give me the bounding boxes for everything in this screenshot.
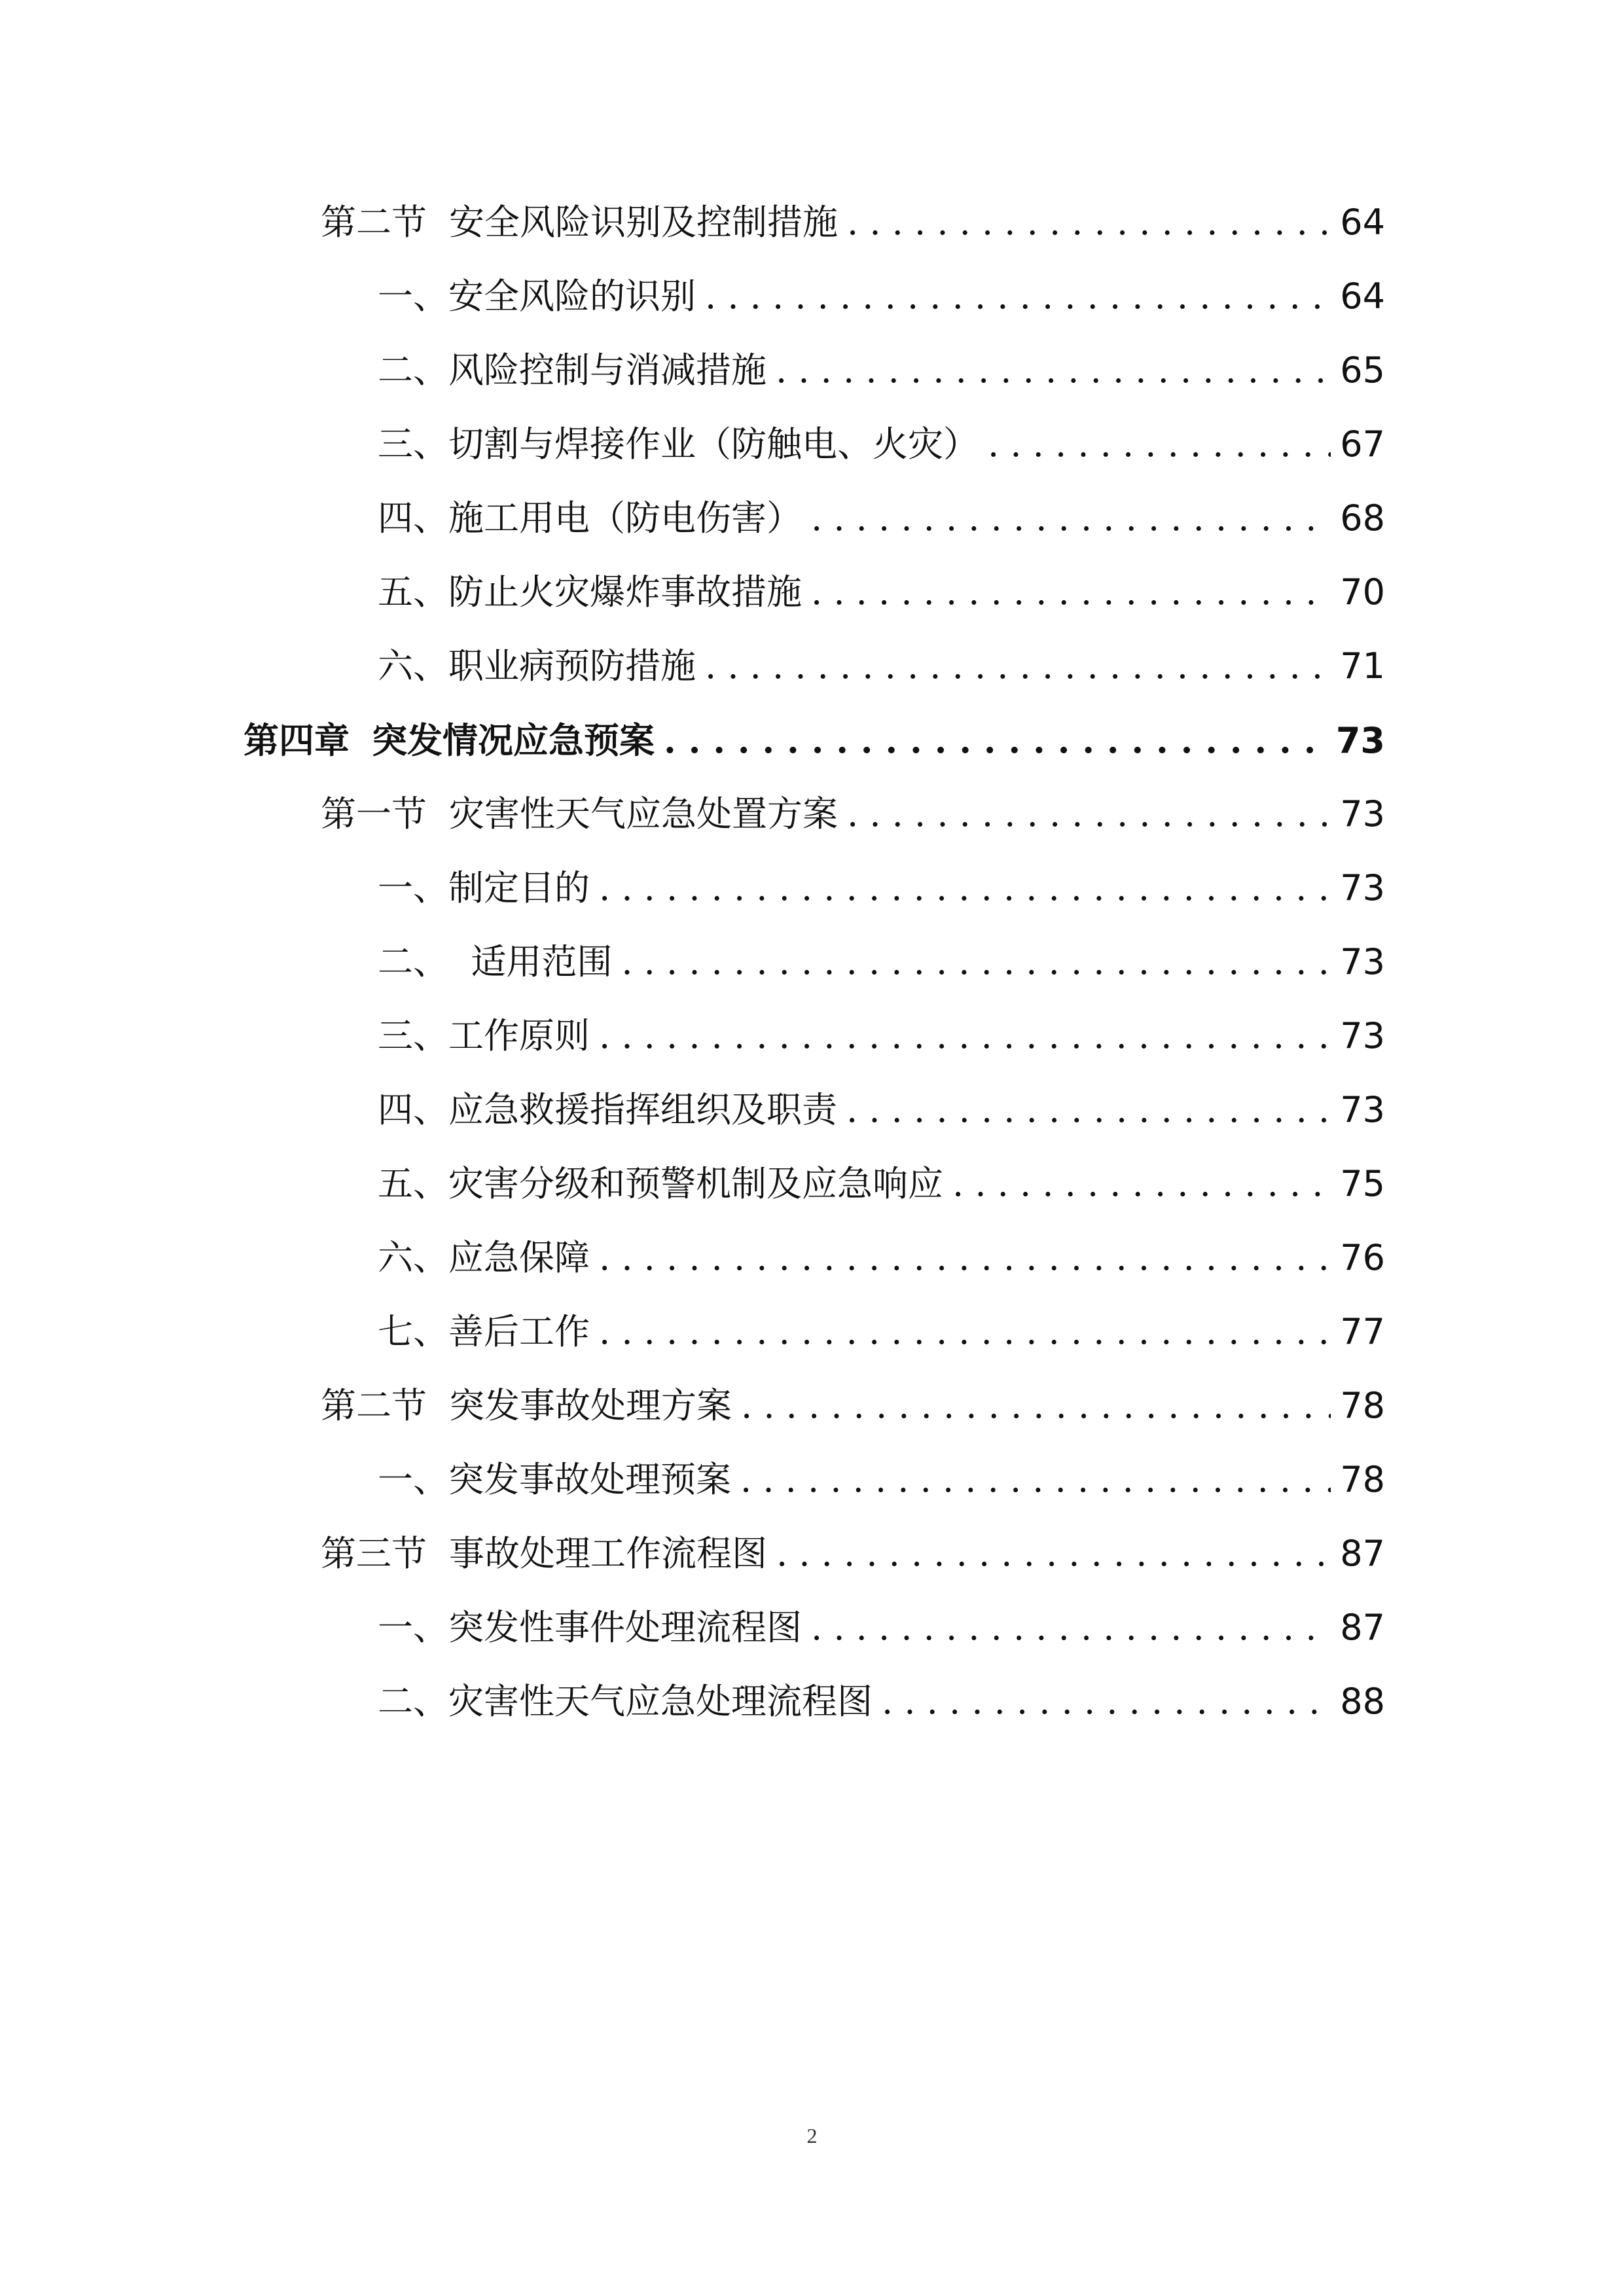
toc-entry-label: 第一节 bbox=[321, 793, 427, 834]
toc-dot-leader bbox=[741, 1380, 1331, 1432]
toc-entry-item[interactable] bbox=[378, 1602, 1385, 1654]
toc-entry-label: 第三节 bbox=[321, 1533, 427, 1574]
toc-entry-title: 突发事故处理方案 bbox=[449, 1385, 732, 1426]
toc-page-number: 73 bbox=[1340, 867, 1385, 908]
toc-entry-title: 二、灾害性天气应急处理流程图 bbox=[378, 1681, 873, 1722]
toc-entry-chapter[interactable] bbox=[244, 714, 1385, 766]
toc-dot-leader bbox=[664, 714, 1327, 766]
toc-entry-section[interactable] bbox=[321, 1528, 1385, 1580]
toc-page-number: 73 bbox=[1335, 720, 1385, 761]
toc-entry-title: 四、应急救援指挥组织及职责 bbox=[378, 1089, 837, 1130]
toc-entry-title: 三、工作原则 bbox=[378, 1015, 590, 1056]
toc-dot-leader bbox=[621, 936, 1331, 988]
toc-entry-section[interactable] bbox=[321, 196, 1385, 249]
toc-dot-leader bbox=[847, 788, 1331, 840]
toc-dot-leader bbox=[705, 640, 1331, 692]
toc-entry-title: 二、 适用范围 bbox=[378, 941, 613, 982]
toc-dot-leader bbox=[776, 1528, 1331, 1580]
toc-entry-item[interactable] bbox=[378, 1454, 1385, 1506]
toc-entry-title: 七、善后工作 bbox=[378, 1311, 590, 1352]
toc-entry-item[interactable] bbox=[378, 492, 1385, 545]
toc-page-number: 73 bbox=[1340, 793, 1385, 834]
toc-entry-item[interactable] bbox=[378, 1084, 1385, 1136]
toc-dot-leader bbox=[776, 344, 1331, 397]
toc-entry-item[interactable] bbox=[378, 344, 1385, 397]
toc-entry-section[interactable] bbox=[321, 788, 1385, 840]
page-number: 2 bbox=[806, 2124, 818, 2147]
toc-page-number: 71 bbox=[1340, 645, 1385, 687]
toc-page-number: 75 bbox=[1340, 1163, 1385, 1204]
toc-page-number: 67 bbox=[1340, 423, 1385, 465]
toc-entry-title: 三、切割与焊接作业（防触电、火灾） bbox=[378, 423, 979, 465]
toc-page-number: 73 bbox=[1340, 1089, 1385, 1130]
toc-entry-item[interactable] bbox=[378, 1306, 1385, 1358]
toc-entry-label: 第二节 bbox=[321, 202, 427, 243]
toc-entry-item[interactable] bbox=[378, 1158, 1385, 1210]
toc-page-number: 87 bbox=[1340, 1607, 1385, 1648]
toc-page-number: 73 bbox=[1340, 1015, 1385, 1056]
toc-entry-section[interactable] bbox=[321, 1380, 1385, 1432]
toc-entry-item[interactable] bbox=[378, 1010, 1385, 1062]
toc-entry-title: 五、防止火灾爆炸事故措施 bbox=[378, 571, 802, 613]
toc-entry-title: 一、突发事故处理预案 bbox=[378, 1459, 731, 1500]
toc-entry-item[interactable] bbox=[378, 418, 1385, 471]
toc-page-number: 70 bbox=[1340, 571, 1385, 613]
toc-entry-title: 一、突发性事件处理流程图 bbox=[378, 1607, 802, 1648]
toc-entry-title: 四、施工用电（防电伤害） bbox=[378, 497, 802, 539]
toc-page-number: 68 bbox=[1340, 497, 1385, 539]
toc-dot-leader bbox=[811, 492, 1331, 545]
toc-page-number: 65 bbox=[1340, 350, 1385, 391]
toc-dot-leader bbox=[705, 270, 1331, 323]
toc-entry-item[interactable] bbox=[378, 640, 1385, 692]
toc-entry-title: 突发情况应急预案 bbox=[372, 719, 655, 761]
toc-dot-leader bbox=[847, 196, 1331, 249]
toc-page-number: 64 bbox=[1340, 276, 1385, 317]
toc-entry-title: 六、应急保障 bbox=[378, 1237, 590, 1278]
toc-dot-leader bbox=[740, 1454, 1331, 1506]
toc-entry-title: 二、风险控制与消减措施 bbox=[378, 350, 767, 391]
toc-page-number: 64 bbox=[1340, 202, 1385, 243]
toc-dot-leader bbox=[599, 862, 1331, 914]
toc-dot-leader bbox=[952, 1158, 1331, 1210]
toc-dot-leader bbox=[599, 1010, 1331, 1062]
toc-page-number: 88 bbox=[1340, 1681, 1385, 1722]
toc-entry-item[interactable] bbox=[378, 566, 1385, 619]
toc-entry-item[interactable] bbox=[378, 862, 1385, 914]
toc-page-number: 73 bbox=[1340, 941, 1385, 982]
toc-page-number: 76 bbox=[1340, 1237, 1385, 1278]
toc-entry-item[interactable] bbox=[378, 936, 1385, 988]
toc-dot-leader bbox=[988, 418, 1331, 471]
toc-entry-title: 安全风险识别及控制措施 bbox=[449, 202, 838, 243]
toc-entry-item[interactable] bbox=[378, 1232, 1385, 1284]
toc-page-number: 78 bbox=[1340, 1459, 1385, 1500]
toc-dot-leader bbox=[599, 1306, 1331, 1358]
toc-dot-leader bbox=[811, 566, 1331, 619]
toc-dot-leader bbox=[882, 1676, 1331, 1728]
toc-entry-title: 五、灾害分级和预警机制及应急响应 bbox=[378, 1163, 943, 1204]
toc-dot-leader bbox=[846, 1084, 1331, 1136]
toc-entry-label: 第四章 bbox=[244, 719, 350, 761]
toc-entry-item[interactable] bbox=[378, 1676, 1385, 1728]
toc-page-number: 78 bbox=[1340, 1385, 1385, 1426]
toc-entry-title: 一、安全风险的识别 bbox=[378, 276, 696, 317]
toc-dot-leader bbox=[811, 1602, 1331, 1654]
toc-entry-title: 事故处理工作流程图 bbox=[449, 1533, 767, 1574]
toc-entry-label: 第二节 bbox=[321, 1385, 427, 1426]
toc-dot-leader bbox=[599, 1232, 1331, 1284]
toc-entry-title: 一、制定目的 bbox=[378, 867, 590, 908]
toc-entry-title: 灾害性天气应急处置方案 bbox=[449, 793, 838, 834]
toc-page-number: 77 bbox=[1340, 1311, 1385, 1352]
toc-entry-item[interactable] bbox=[378, 270, 1385, 323]
toc-page-number: 87 bbox=[1340, 1533, 1385, 1574]
toc-entry-title: 六、职业病预防措施 bbox=[378, 645, 696, 687]
